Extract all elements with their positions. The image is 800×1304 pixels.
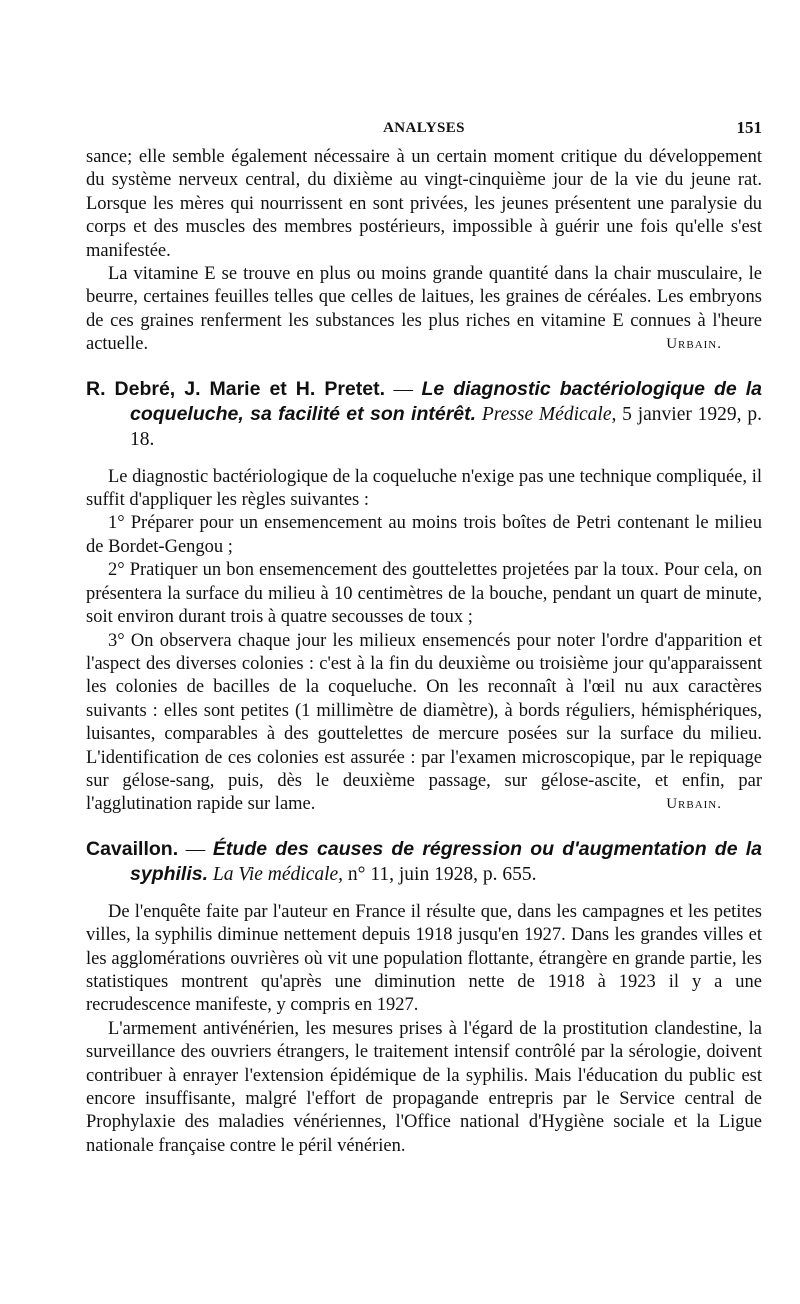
entry-heading [86,837,762,887]
paragraph: 1° Préparer pour un ensemencement au moins trois boîtes de Petri contenant le milieu de Bordet-Gengou ; [86,513,762,557]
entry-dash: — [178,838,213,860]
entry-journal: La Vie médicale, [212,863,344,885]
running-head [86,112,762,146]
paragraph: Le diagnostic bactériologique de la coqueluche n'exige pas une technique compliquée, il suffit d'appliquer les règles suivantes : [86,466,762,511]
entry-citation: 5 janvier 1929, p. 18. [130,403,762,450]
running-title: ANALYSES [383,120,465,136]
paragraph: 2° Pratiquer un bon ensemencement des gouttelettes projetées par la toux. Pour cela, on présentera la surface du milieu à 10 centimètres de la bouche, pendant un quart de minute, soit environ durant trois à quatre secousses de toux ; [86,560,762,628]
entry-dash: — [385,378,422,400]
paragraph: De l'enquête faite par l'auteur en France il résulte que, dans les campagnes et les petites villes, la syphilis diminue nettement depuis 1918 jusqu'en 1927. Dans les grandes villes et les agglomérations ouvrières où vit une population flottante, étrangère en grande partie, les statistiques montrent qu'après une diminution nette de 1918 à 1923 il y a une recrudescence manifeste, y compris en 1927. [86,901,762,1016]
entry-title: Étude des causes de régression ou d'augmentation de la syphilis. [130,837,762,885]
signature: Urbain. [666,796,722,813]
entry-authors: R. Debré, J. Marie et H. Pretet. [86,377,386,400]
paragraph-with-signature [86,263,762,357]
paragraph: La vitamine E se trouve en plus ou moins grande quantité dans la chair musculaire, le beurre, certaines feuilles telles que celles de laitues, les graines de céréales. Les embryons de ces graines renferment les substances les plus riches en vitamine E connues à l'heure actuelle. [86,264,762,355]
paragraph: 3° On observera chaque jour les milieux ensemencés pour noter l'ordre d'apparition et l'aspect des diverses colonies : c'est à la fin du deuxième ou troisième jour qu'apparaissent les colonies de bacilles de la coqueluche. On les reconnaît à l'œil nu aux caractères suivants : elles sont petites (1 millimètre de diamètre), à bords réguliers, hémisphériques, luisantes, comparables à des gouttelettes de mercure posées sur la surface du milieu. L'identification de ces colonies est assurée : par l'examen microscopique, par le repiquage sur gélose-sang, puis, dès le deuxième passage, sur gélose-ascite, et enfin, par l'agglutination rapide sur lame. [86,630,762,815]
analysis-entry-syphilis [86,837,762,1158]
entry-citation: n° 11, juin 1928, p. 655. [347,863,537,885]
page [86,112,762,1262]
entry-authors: Cavaillon. [86,837,179,860]
entry-journal: Presse Médicale, [481,403,617,425]
page-number: 151 [736,118,762,137]
paragraph: L'armement antivénérien, les mesures prises à l'égard de la prostitution clandestine, la surveillance des ouvriers étrangers, le traitement intensif contrôlé par la sérologie, doivent contribuer à enrayer l'extension épidémique de la syphilis. Mais l'éducation du public est encore insuffisante, malgré l'effort de propagande entrepris par le Service central de Prophylaxie des maladies vénériennes, l'Office national d'Hygiène sociale et la Ligue nationale française contre le péril vénérien. [86,1018,762,1156]
paragraph-with-signature [86,630,762,817]
entry-heading [86,377,762,452]
signature: Urbain. [666,336,722,353]
paragraph: sance; elle semble également nécessaire à un certain moment critique du développement du système nerveux central, du dixième au vingt-cinquième jour de la vie du jeune rat. Lorsque les mères qui nourrissent en sont privées, les jeunes présentent une paralysie du corps et des muscles des membres postérieurs, impossible à guérir une fois qu'elle s'est manifestée. [86,147,762,261]
entry-title: Le diagnostic bactériologique de la coqueluche, sa facilité et son intérêt. [130,377,762,425]
analysis-entry-coqueluche [86,377,762,817]
analysis-continuation [86,146,762,357]
